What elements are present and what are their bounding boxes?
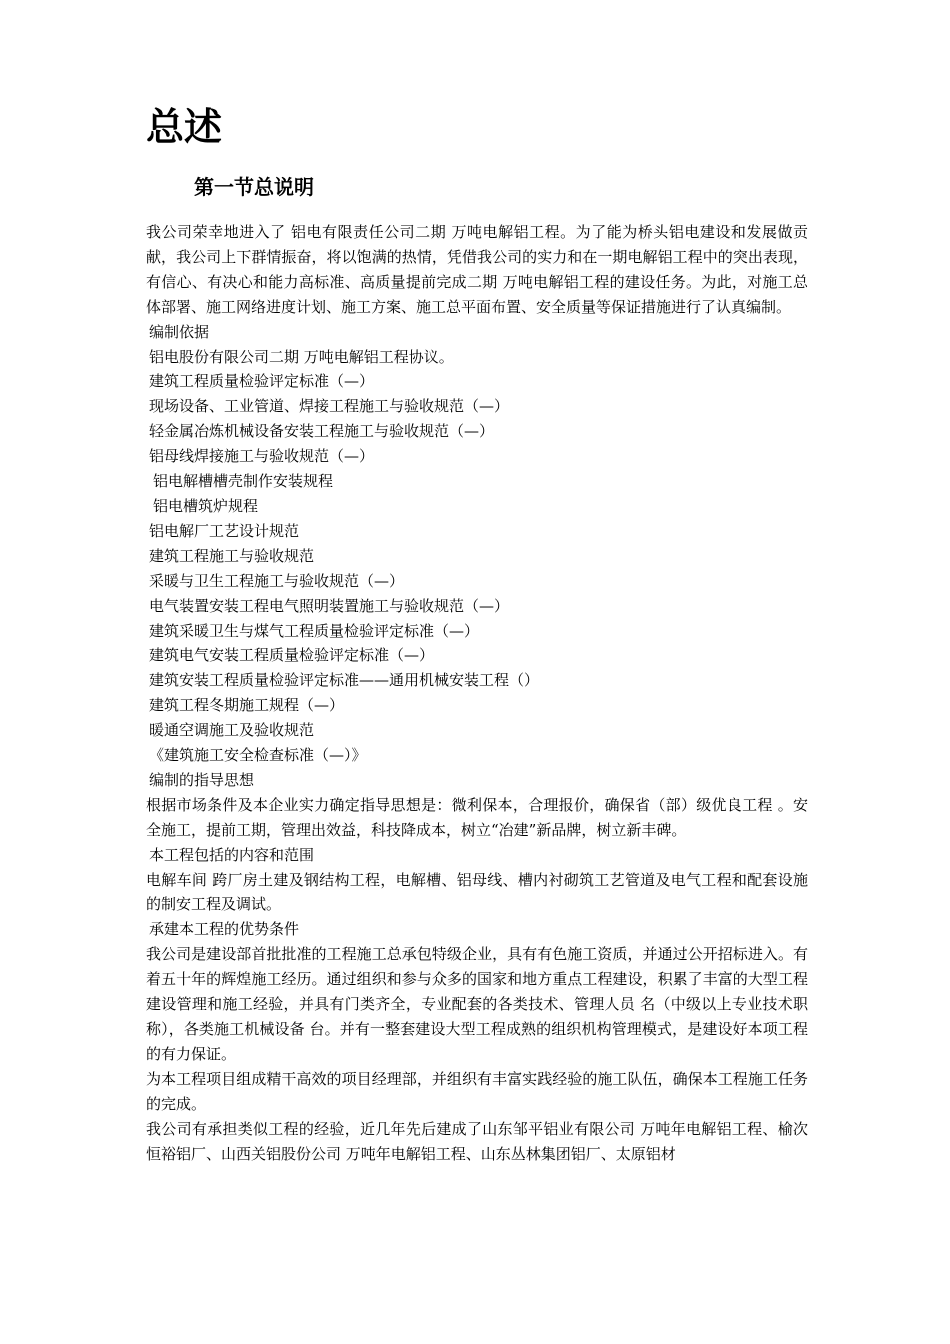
basis-item: 轻金属冶炼机械设备安装工程施工与验收规范（—） — [149, 422, 495, 441]
section-title: 第一节总说明 — [194, 175, 314, 199]
basis-item: 建筑电气安装工程质量检验评定标准（—） — [149, 646, 435, 665]
document-body — [146, 220, 808, 1166]
basis-item: 建筑安装工程质量检验评定标准——通用机械安装工程（） — [149, 671, 540, 690]
basis-item: 采暖与卫生工程施工与验收规范（—） — [149, 571, 405, 590]
guiding-paragraph: 根据市场条件及本企业实力确定指导思想是：微利保本，合理报价，确保省（部）级优良工程 。安全施工，提前工期，管理出效益，科技降成本，树立“冶建”新品牌，树立新丰碑。 — [146, 795, 808, 839]
basis-item: 建筑工程冬期施工规程（—） — [149, 696, 345, 715]
basis-item: 暖通空调施工及验收规范 — [149, 721, 315, 740]
basis-item: 铝电解厂工艺设计规范 — [149, 521, 300, 540]
scope-heading: 本工程包括的内容和范围 — [149, 845, 315, 864]
advantage-paragraph: 我公司有承担类似工程的经验，近几年先后建成了山东邹平铝业有限公司 万吨年电解铝工程、榆次恒裕铝厂、山西关铝股份公司 万吨年电解铝工程、山东丛林集团铝厂、太原铝材 — [146, 1119, 808, 1163]
basis-item: 现场设备、工业管道、焊接工程施工与验收规范（—） — [149, 397, 510, 416]
basis-item: 铝电股份有限公司二期 万吨电解铝工程协议。 — [149, 347, 454, 366]
basis-item: 铝电槽筑炉规程 — [153, 496, 259, 515]
basis-item: 铝电解槽槽壳制作安装规程 — [153, 472, 334, 491]
basis-item: 《建筑施工安全检查标准（—）》 — [149, 746, 367, 765]
basis-item: 铝母线焊接施工与验收规范（—） — [149, 447, 375, 466]
guiding-heading: 编制的指导思想 — [149, 770, 255, 789]
intro-paragraph: 我公司荣幸地进入了 铝电有限责任公司二期 万吨电解铝工程。为了能为桥头铝电建设和发展做贡献，我公司上下群情振奋，将以饱满的热情，凭借我公司的实力和在一期电解铝工程中的突出表现，有信心、有决心和能力高标准、高质量提前完成二期 万吨电解铝工程的建设任务。为此，对施工总体部署、施工网络进度计划、施工方案、施工总平面布置、安全质量等保证措施进行了认真编制。 — [146, 223, 808, 316]
basis-item: 电气装置安装工程电气照明装置施工与验收规范（—） — [149, 596, 510, 615]
basis-item: 建筑采暖卫生与煤气工程质量检验评定标准（—） — [149, 621, 480, 640]
advantage-heading: 承建本工程的优势条件 — [149, 920, 300, 939]
basis-heading: 编制依据 — [149, 322, 210, 341]
basis-item: 建筑工程施工与验收规范 — [149, 546, 315, 565]
advantage-paragraph: 为本工程项目组成精干高效的项目经理部，并组织有丰富实践经验的施工队伍，确保本工程施工任务的完成。 — [146, 1069, 808, 1113]
scope-paragraph: 电解车间 跨厂房土建及钢结构工程，电解槽、铝母线、槽内衬砌筑工艺管道及电气工程和配套设施的制安工程及调试。 — [146, 870, 808, 914]
basis-item: 建筑工程质量检验评定标准（—） — [149, 372, 375, 391]
document-title: 总述 — [146, 105, 223, 149]
advantage-paragraph: 我公司是建设部首批批准的工程施工总承包特级企业，具有有色施工资质，并通过公开招标进入。有着五十年的辉煌施工经历。通过组织和参与众多的国家和地方重点工程建设，积累了丰富的大型工程建设管理和施工经验，并具有门类齐全，专业配套的各类技术、管理人员 名（中级以上专业技术职称），各类施工机械设备 台。并有一整套建设大型工程成熟的组织机构管理模式，是建设好本项工程的有力保证。 — [146, 945, 808, 1063]
